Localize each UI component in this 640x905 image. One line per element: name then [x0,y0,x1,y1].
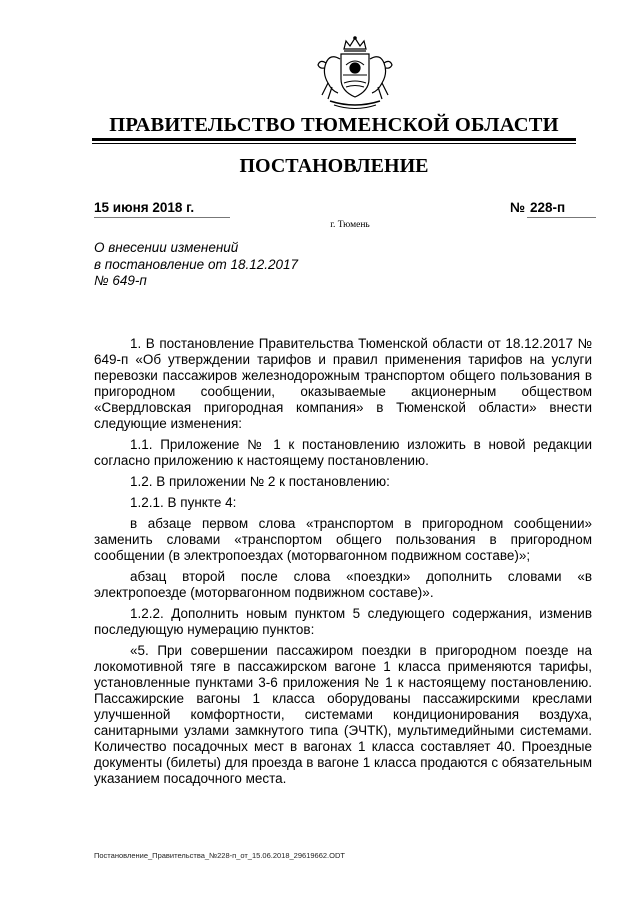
document-date: 15 июня 2018 г. [94,200,230,218]
header-rule-thin [92,143,576,144]
document-number: 228-п [527,200,596,218]
subject-line: № 649-п [94,273,147,288]
document-type: ПОСТАНОВЛЕНИЕ [239,155,429,177]
subject-line: в постановление от 18.12.2017 [94,256,299,272]
body-paragraph: абзац второй после слова «поездки» дополнить словами «в электропоезде (моторвагонном подвижном составе)». [94,569,592,600]
body-paragraph: 1.1. Приложение № 1 к постановлению изложить в новой редакции согласно приложению к настоящему постановлению. [94,437,592,468]
number-label: № [510,200,526,215]
body-paragraph: 1.2.2. Дополнить новым пунктом 5 следующего содержания, изменив последующую нумерацию пунктов: [94,606,592,637]
body-paragraph: 1.2.1. В пункте 4: [130,495,237,510]
body-paragraph: «5. При совершении пассажиром поездки в пригородном поезде на локомотивной тяге в пассажирском вагоне 1 класса применяются тарифы, установленные пунктами 3-6 приложения № 1 к настоящему постановлению. Пассажирские вагоны 1 класса оборудованы пассажирскими креслами улучшенной комфортности, системами кондиционирования воздуха, санитарными узлами замкнутого типа (ЭЧТК), мультимедийными системами. Количество посадочных мест в вагонах 1 класса составляет 40. Проездные документы (билеты) для проезда в вагоне 1 класса продаются с обязательным указанием посадочного места. [94,643,592,786]
emblem-area [0,0,640,118]
document-body [94,336,592,787]
document-subject [94,240,298,290]
organization-title: ПРАВИТЕЛЬСТВО ТЮМЕНСКОЙ ОБЛАСТИ [109,114,559,136]
body-paragraph: 1. В постановление Правительства Тюменской области от 18.12.2017 № 649-п «Об утверждении тарифов и правил применения тарифов на услуги перевозки пассажиров железнодорожным транспортом общего пользования в пригородном сообщении, оказываемые акционерным обществом «Свердловская пригородная компания» в Тюменской области» внести следующие изменения: [94,336,592,431]
coat-of-arms-icon [310,35,400,115]
subject-line: О внесении изменений [94,240,239,255]
document-city: г. Тюмень [330,220,370,230]
header-rule-thick [92,138,576,141]
body-paragraph: 1.2. В приложении № 2 к постановлению: [130,474,390,489]
body-paragraph: в абзаце первом слова «транспортом в пригородном сообщении» заменить словами «транспортом общего пользования в пригородном сообщении (в электропоездах (моторвагонном подвижном составе)»; [94,516,592,563]
footer-filename: Постановление_Правительства_№228-п_от_15.06.2018_29619662.ODT [94,851,345,860]
